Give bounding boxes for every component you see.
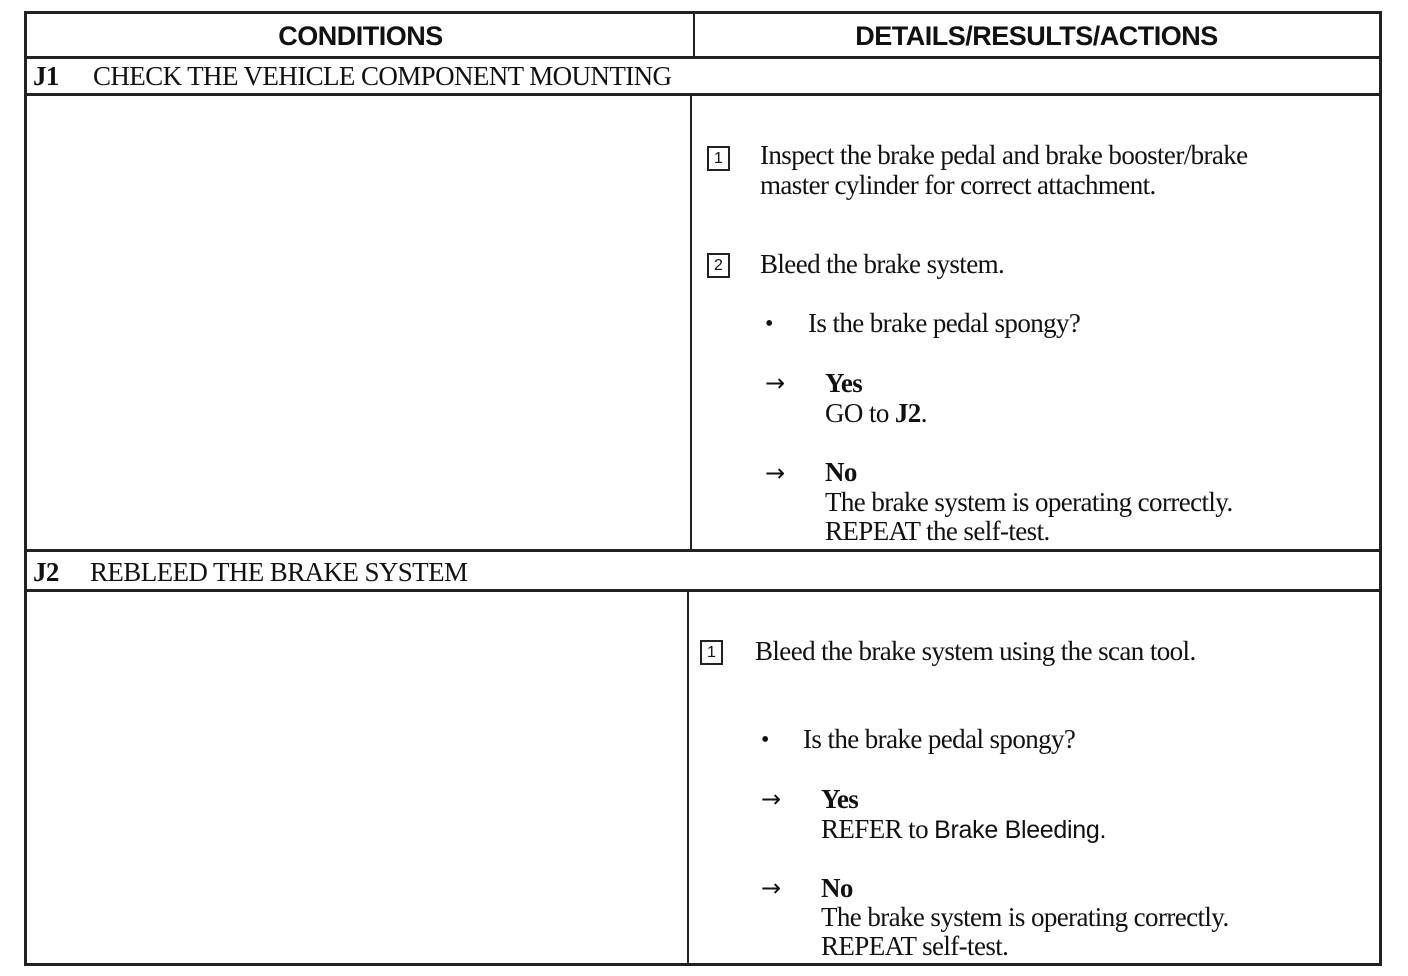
step-text: Bleed the brake system. — [760, 249, 1005, 279]
bullet: • — [765, 311, 774, 337]
question-text: Is the brake pedal spongy? — [803, 724, 1076, 754]
no-action: The brake system is operating correctly. — [825, 487, 1233, 517]
no-action-continued: REPEAT self-test. — [821, 931, 1009, 961]
column-divider-j2 — [687, 592, 689, 966]
yes-label: Yes — [825, 368, 863, 398]
details-header: DETAILS/RESULTS/ACTIONS — [855, 21, 1218, 51]
step-number-box: 1 — [700, 640, 723, 665]
question-text: Is the brake pedal spongy? — [808, 308, 1081, 338]
step-text-continued: master cylinder for correct attachment. — [760, 170, 1156, 200]
diagnostic-table — [24, 11, 1382, 966]
yes-action: GO to J2. — [825, 398, 927, 428]
arrow-right-icon: → — [765, 459, 786, 487]
step-number-box: 2 — [707, 253, 730, 278]
step-number-box: 1 — [707, 146, 730, 171]
no-label: No — [825, 457, 857, 487]
section-code: J1 — [33, 61, 59, 91]
no-action-continued: REPEAT the self-test. — [825, 516, 1050, 546]
bullet: • — [761, 727, 770, 753]
arrow-right-icon: → — [765, 369, 786, 397]
step-text: Inspect the brake pedal and brake booster/brake — [760, 140, 1248, 170]
section-title-text: REBLEED THE BRAKE SYSTEM — [90, 557, 468, 587]
step-text: Bleed the brake system using the scan tool. — [755, 636, 1196, 666]
conditions-header: CONDITIONS — [278, 21, 443, 51]
table-header — [27, 14, 1379, 59]
section-j1-title — [27, 56, 1379, 96]
yes-label: Yes — [821, 784, 859, 814]
no-action: The brake system is operating correctly. — [821, 902, 1229, 932]
section-reference: Brake Bleeding. — [934, 816, 1107, 844]
arrow-right-icon: → — [761, 785, 782, 813]
section-j2-title — [27, 552, 1379, 592]
section-reference: J2 — [894, 398, 921, 428]
section-title-text: CHECK THE VEHICLE COMPONENT MOUNTING — [93, 61, 672, 91]
column-divider-j1 — [690, 96, 692, 552]
section-code: J2 — [33, 557, 59, 587]
yes-action: REFER to Brake Bleeding. — [821, 814, 1107, 844]
arrow-right-icon: → — [761, 874, 782, 902]
no-label: No — [821, 873, 853, 903]
